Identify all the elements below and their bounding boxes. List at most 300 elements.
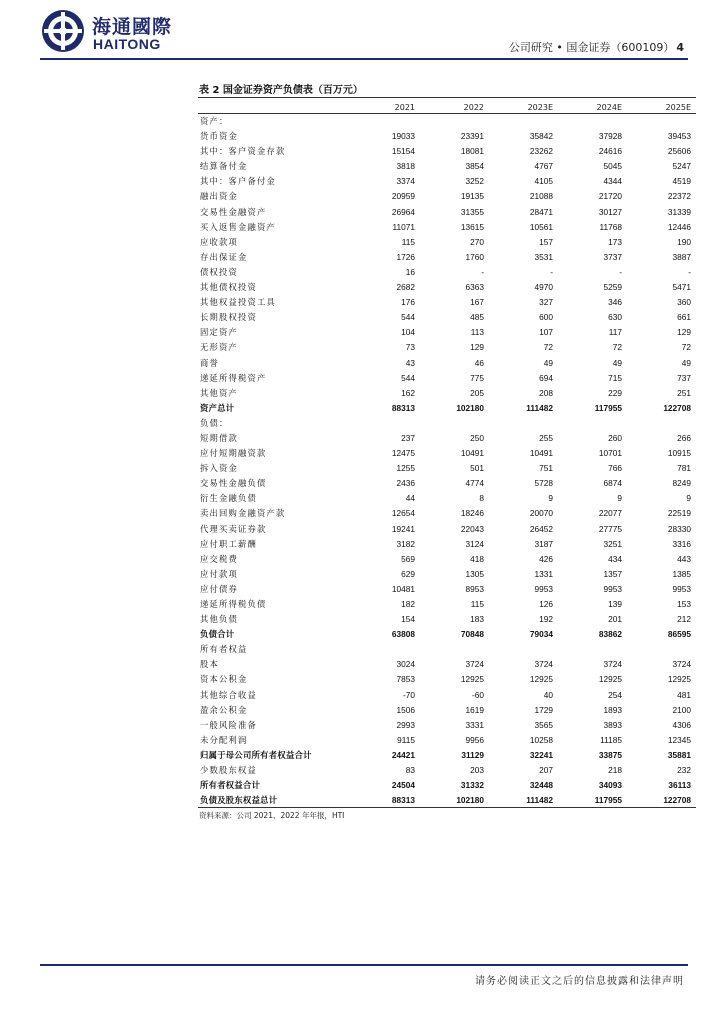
cell-value: 544 (401, 312, 415, 323)
cell-value: 11768 (599, 221, 622, 232)
table-row (198, 476, 696, 491)
cell-value: 102180 (456, 402, 484, 413)
header-divider (40, 58, 688, 60)
row-label: 代理买卖证券款 (200, 523, 267, 534)
cell-value: 1305 (465, 568, 484, 579)
cell-value: 24504 (391, 780, 415, 791)
cell-value: 485 (470, 312, 484, 323)
cell-value: 481 (677, 689, 691, 700)
row-label: 负债： (200, 417, 229, 428)
cell-value: 418 (470, 553, 484, 564)
cell-value: 3724 (534, 659, 553, 670)
cell-value: 3251 (603, 538, 622, 549)
cell-value: 31129 (461, 749, 484, 760)
table-row (198, 642, 696, 657)
cell-value: 12925 (460, 674, 484, 685)
cell-value: 3331 (465, 719, 484, 730)
cell-value: 11071 (392, 221, 415, 232)
table-row (198, 612, 696, 627)
cell-value: 139 (608, 599, 622, 609)
table-row (198, 295, 696, 310)
row-label: 结算备付金 (200, 161, 248, 172)
row-label: 其中：客户资金存款 (200, 146, 286, 157)
table-row (198, 597, 696, 612)
row-label: 其他权益投资工具 (200, 297, 276, 308)
cell-value: - (688, 266, 691, 277)
cell-value: 126 (539, 599, 553, 609)
cell-value: 8 (479, 493, 484, 504)
cell-value: 9953 (534, 583, 553, 594)
cell-value: 22077 (598, 508, 622, 519)
cell-value: 3887 (672, 251, 691, 262)
header-section: 公司研究 • 国金证券（600109） (508, 41, 675, 54)
row-label: 融出资金 (200, 191, 238, 202)
cell-value: 10491 (460, 448, 484, 459)
cell-value: 5728 (534, 478, 553, 489)
table-row (198, 310, 696, 325)
cell-value: 113 (470, 327, 484, 338)
cell-value: 3182 (396, 538, 415, 549)
cell-value: 1385 (672, 568, 691, 579)
cell-value: 117955 (594, 795, 622, 806)
cell-value: 167 (470, 297, 484, 308)
cell-value: 2993 (396, 719, 415, 730)
cell-value: 12925 (598, 674, 622, 685)
cell-value: 27775 (598, 523, 622, 534)
brand-name-en: HAITONG (93, 36, 161, 52)
cell-value: 9 (617, 493, 622, 504)
column-header: 2022 (463, 103, 484, 112)
row-label: 递延所得税资产 (200, 372, 267, 383)
cell-value: 24421 (391, 749, 415, 760)
cell-value: 4774 (465, 478, 484, 489)
cell-value: 255 (539, 432, 553, 443)
row-label: 其他资产 (200, 387, 238, 398)
cell-value: 1619 (465, 704, 484, 715)
cell-value: 31332 (460, 780, 484, 791)
cell-value: 218 (608, 765, 622, 776)
cell-value: 19135 (460, 191, 484, 202)
table-row (198, 159, 696, 174)
cell-value: 21720 (598, 191, 622, 202)
column-header: 2025E (665, 103, 691, 112)
cell-value: 3374 (396, 176, 415, 187)
cell-value: 9 (686, 493, 691, 504)
table-row (198, 189, 696, 204)
cell-value: 22043 (460, 523, 484, 534)
cell-value: 88313 (391, 795, 415, 806)
cell-value: 72 (612, 342, 622, 353)
table-row (198, 552, 696, 567)
cell-value: 15154 (391, 146, 415, 157)
cell-value: 203 (470, 765, 484, 776)
row-label: 长期股权投资 (200, 312, 257, 323)
cell-value: 18081 (460, 146, 484, 157)
cell-value: 4105 (534, 176, 553, 187)
cell-value: 360 (677, 297, 691, 308)
cell-value: 49 (681, 357, 691, 368)
cell-value: 5259 (603, 282, 622, 293)
cell-value: 6363 (465, 282, 484, 293)
cell-value: 129 (470, 342, 484, 353)
cell-value: 3854 (465, 161, 484, 172)
cell-value: 86595 (667, 629, 691, 640)
cell-value: 10258 (529, 734, 553, 745)
cell-value: - (619, 266, 622, 277)
cell-value: 18246 (460, 508, 484, 519)
row-label: 短期借款 (200, 432, 238, 443)
cell-value: 190 (677, 236, 691, 247)
cell-value: 8953 (465, 583, 484, 594)
cell-value: 13615 (460, 221, 484, 232)
cell-value: 569 (401, 553, 415, 564)
cell-value: 35881 (667, 749, 691, 760)
row-label: 存出保证金 (200, 251, 248, 262)
cell-value: 12654 (391, 508, 415, 519)
row-label: 负债及股东权益总计 (200, 795, 278, 806)
cell-value: 208 (539, 387, 553, 398)
cell-value: 600 (539, 312, 553, 323)
cell-value: 40 (543, 689, 553, 700)
row-label: 应交税费 (200, 553, 238, 564)
cell-value: 73 (405, 342, 415, 353)
cell-value: 79034 (529, 629, 553, 640)
cell-value: 9 (548, 493, 553, 504)
cell-value: 12925 (667, 674, 691, 685)
cell-value: 43 (405, 357, 415, 368)
cell-value: 24616 (598, 146, 622, 157)
cell-value: 781 (677, 463, 691, 474)
cell-value: 22372 (667, 191, 691, 202)
cell-value: 10481 (391, 583, 415, 594)
table-row (198, 386, 696, 401)
cell-value: 629 (401, 568, 415, 579)
cell-value: 122708 (663, 402, 691, 413)
cell-value: 8249 (672, 478, 691, 489)
table-row (198, 672, 696, 687)
cell-value: 5247 (672, 161, 691, 172)
cell-value: 630 (608, 312, 622, 323)
cell-value: 737 (677, 372, 691, 383)
table-row (198, 250, 696, 265)
cell-value: 83862 (598, 629, 622, 640)
table-row (198, 325, 696, 340)
row-label: 买入返售金融资产 (200, 221, 276, 232)
cell-value: 37928 (598, 131, 622, 142)
cell-value: 157 (539, 236, 553, 247)
cell-value: 207 (539, 765, 553, 776)
row-label: 所有者权益合计 (200, 780, 261, 791)
row-label: 应付短期融资款 (200, 448, 267, 459)
cell-value: 2436 (396, 478, 415, 489)
table-row (198, 174, 696, 189)
row-label: 应付职工薪酬 (200, 538, 257, 549)
brand-name-cn: 海通國際 (92, 16, 173, 38)
cell-value: 122708 (663, 795, 691, 806)
table-row (198, 506, 696, 521)
table-row (198, 582, 696, 597)
cell-value: 1255 (396, 463, 415, 474)
cell-value: 766 (608, 463, 622, 474)
cell-value: 9115 (397, 734, 415, 745)
cell-value: -60 (472, 689, 484, 700)
cell-value: -70 (403, 689, 415, 700)
table-row (198, 461, 696, 476)
cell-value: 16 (405, 266, 415, 277)
cell-value: 10491 (529, 448, 553, 459)
row-label: 少数股东权益 (200, 765, 257, 776)
row-label: 股本 (200, 659, 219, 670)
table-row (198, 778, 696, 793)
cell-value: 250 (470, 432, 484, 443)
row-label: 应付债券 (200, 583, 238, 594)
table-row (198, 688, 696, 703)
cell-value: 426 (539, 553, 553, 564)
table-row (198, 144, 696, 159)
cell-value: 2100 (672, 704, 691, 715)
cell-value: 36113 (668, 780, 691, 791)
cell-value: 694 (539, 372, 553, 383)
table-row (198, 431, 696, 446)
source-note: 资料来源：公司 2021、2022 年年报，HTI (199, 811, 345, 820)
column-header: 2021 (394, 103, 415, 112)
cell-value: 4767 (534, 161, 553, 172)
cell-value: 49 (612, 357, 622, 368)
row-label: 衍生金融负债 (200, 493, 257, 504)
table-row (198, 537, 696, 552)
row-label: 其他综合收益 (200, 689, 257, 700)
row-label: 卖出回购金融资产款 (200, 508, 286, 519)
cell-value: 10561 (529, 221, 553, 232)
cell-value: 1357 (603, 568, 622, 579)
cell-value: 46 (474, 357, 484, 368)
column-header: 2023E (527, 103, 553, 112)
cell-value: 3187 (534, 538, 553, 549)
cell-value: 9953 (603, 583, 622, 594)
cell-value: 1729 (534, 704, 553, 715)
cell-value: 21088 (529, 191, 553, 202)
row-label: 未分配利润 (200, 734, 248, 745)
cell-value: 32448 (529, 780, 553, 791)
cell-value: 9953 (672, 583, 691, 594)
cell-value: 10701 (598, 448, 622, 459)
cell-value: 229 (608, 387, 622, 398)
cell-value: 5471 (672, 282, 691, 293)
row-label: 拆入资金 (200, 463, 238, 474)
cell-value: 39453 (667, 131, 691, 142)
row-label: 应收款项 (200, 236, 238, 247)
table-row (198, 657, 696, 672)
table-row (198, 748, 696, 763)
cell-value: 4519 (672, 176, 691, 187)
row-label: 递延所得税负债 (200, 599, 267, 609)
table-row (198, 401, 696, 416)
cell-value: 260 (608, 432, 622, 443)
cell-value: 25606 (667, 146, 691, 157)
cell-value: 173 (608, 236, 622, 247)
cell-value: 212 (677, 614, 691, 625)
cell-value: 182 (401, 599, 415, 609)
cell-value: 715 (608, 372, 622, 383)
cell-value: 3724 (672, 659, 691, 670)
cell-value: 3737 (603, 251, 622, 262)
cell-value: 63808 (391, 629, 415, 640)
cell-value: 72 (543, 342, 553, 353)
cell-value: 327 (539, 297, 553, 308)
row-label: 商誉 (200, 357, 219, 368)
table-row (198, 235, 696, 250)
cell-value: 775 (470, 372, 484, 383)
table-row (198, 371, 696, 386)
cell-value: 111482 (526, 402, 553, 413)
cell-value: 32241 (529, 749, 553, 760)
cell-value: 205 (470, 387, 484, 398)
cell-value: 3531 (534, 251, 553, 262)
cell-value: 115 (401, 236, 415, 247)
row-label: 所有者权益 (200, 644, 248, 655)
table-row (198, 627, 696, 642)
cell-value: 153 (677, 599, 691, 609)
row-label: 一般风险准备 (200, 719, 257, 730)
balance-sheet-table (198, 114, 696, 808)
cell-value: 3024 (396, 659, 415, 670)
page-number: 4 (676, 41, 684, 54)
cell-value: 346 (608, 297, 622, 308)
cell-value: 254 (608, 689, 622, 700)
cell-value: 31339 (667, 206, 691, 217)
cell-value: 3818 (396, 161, 415, 172)
cell-value: 270 (470, 236, 484, 247)
cell-value: 201 (608, 614, 622, 625)
cell-value: 23391 (460, 131, 484, 142)
cell-value: 12345 (667, 734, 691, 745)
cell-value: 501 (470, 463, 484, 474)
page-header (509, 39, 684, 55)
cell-value: 117955 (594, 402, 622, 413)
table-row (198, 703, 696, 718)
row-label: 其中：客户备付金 (200, 176, 276, 187)
cell-value: 4344 (603, 176, 622, 187)
cell-value: 3565 (534, 719, 553, 730)
haitong-logo (40, 8, 173, 54)
row-label: 交易性金融负债 (200, 478, 267, 489)
cell-value: 111482 (526, 795, 553, 806)
cell-value: 251 (677, 387, 691, 398)
cell-value: 31355 (460, 206, 484, 217)
row-label: 资产总计 (200, 402, 235, 413)
table-bottom-rule (198, 807, 696, 808)
row-label: 负债合计 (200, 629, 235, 640)
cell-value: 26452 (529, 523, 553, 534)
cell-value: 20070 (529, 508, 553, 519)
cell-value: 44 (405, 493, 415, 504)
cell-value: 19033 (391, 131, 415, 142)
cell-value: 6874 (603, 478, 622, 489)
cell-value: 4306 (672, 719, 691, 730)
cell-value: 34093 (598, 780, 622, 791)
table-row (198, 446, 696, 461)
cell-value: 23262 (529, 146, 553, 157)
cell-value: 3252 (465, 176, 484, 187)
table-title: 表 2 国金证券资产负债表（百万元） (199, 85, 363, 96)
cell-value: - (481, 266, 484, 277)
table-row (198, 567, 696, 582)
table-row (198, 416, 696, 431)
cell-value: 28330 (667, 523, 691, 534)
cell-value: 3316 (672, 538, 691, 549)
cell-value: 434 (608, 553, 622, 564)
row-label: 固定资产 (200, 327, 238, 338)
cell-value: 49 (543, 357, 553, 368)
cell-value: 22519 (667, 508, 691, 519)
row-label: 应付款项 (200, 568, 238, 579)
cell-value: 35842 (529, 131, 553, 142)
cell-value: 1331 (534, 568, 553, 579)
row-label: 归属于母公司所有者权益合计 (200, 749, 312, 760)
cell-value: 266 (677, 432, 691, 443)
cell-value: 162 (401, 387, 415, 398)
cell-value: 443 (677, 553, 691, 564)
cell-value: 7853 (396, 674, 415, 685)
cell-value: 83 (405, 765, 415, 776)
cell-value: 232 (677, 765, 691, 776)
cell-value: 237 (401, 432, 415, 443)
cell-value: 70848 (460, 629, 484, 640)
row-label: 交易性金融资产 (200, 206, 267, 217)
cell-value: 26964 (391, 206, 415, 217)
table-row (198, 205, 696, 220)
row-label: 盈余公积金 (200, 704, 248, 715)
cell-value: 20959 (391, 191, 415, 202)
footer-disclaimer: 请务必阅读正文之后的信息披露和法律声明 (475, 976, 684, 987)
cell-value: 183 (470, 614, 484, 625)
row-label: 其他债权投资 (200, 282, 257, 293)
cell-value: 72 (681, 342, 691, 353)
table-row (198, 733, 696, 748)
cell-value: 3724 (465, 659, 484, 670)
table-row (198, 265, 696, 280)
cell-value: 104 (401, 327, 415, 338)
cell-value: 30127 (598, 206, 622, 217)
cell-value: 176 (401, 297, 415, 308)
cell-value: 12925 (529, 674, 553, 685)
table-row (198, 280, 696, 295)
table-row (198, 718, 696, 733)
cell-value: 1893 (603, 704, 622, 715)
cell-value: 28471 (529, 206, 553, 217)
cell-value: 12446 (667, 221, 691, 232)
cell-value: 19241 (391, 523, 415, 534)
cell-value: 9956 (465, 734, 484, 745)
cell-value: 10915 (667, 448, 691, 459)
cell-value: 1506 (396, 704, 415, 715)
table-row (198, 763, 696, 778)
row-label: 无形资产 (200, 342, 238, 353)
row-label: 资本公积金 (200, 674, 248, 685)
footer-divider (40, 964, 688, 966)
table-top-rule (198, 97, 696, 98)
cell-value: 117 (608, 327, 622, 338)
table-row (198, 220, 696, 235)
cell-value: 3124 (465, 538, 484, 549)
cell-value: - (550, 266, 553, 277)
cell-value: 751 (539, 463, 553, 474)
table-row (198, 114, 696, 129)
cell-value: 115 (470, 599, 484, 609)
row-label: 债权投资 (200, 266, 238, 277)
cell-value: 88313 (391, 402, 415, 413)
row-label: 其他负债 (200, 614, 238, 625)
